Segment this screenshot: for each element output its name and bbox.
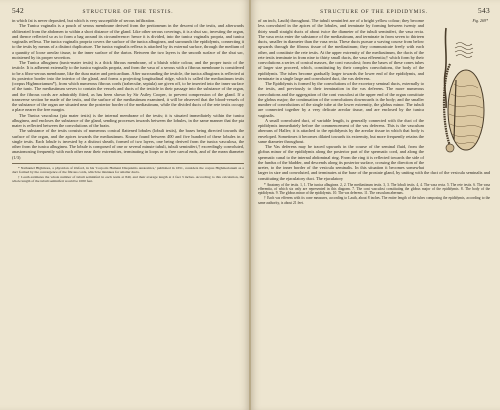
figure-label: Fig. 269* <box>472 18 488 23</box>
caption: † Each vas efferens with its cone measures, according to Lauth, about 8 inches. The entire length of the tubes composing the epididymis, according to the same authority, is about 21 feet. <box>258 196 490 205</box>
testis-body <box>448 70 484 150</box>
running-title: STRUCTURE OF THE TESTIS. <box>82 9 174 15</box>
paragraph: The Tunica albuginea (tunic-mater testis) is a thick fibrous membrane, of a bluish white colour, and the proper tunic of the testicle. It is adherent externally to the tunica vaginalis propria, and from the vasa of a serous with a fibrous membrane is considered to be a fibro-serous membrane, like the dura mater and pericardium. After surrounding the testicle, the tunica albuginea is reflected at its posterior border into the interior of the gland, and forms a projecting longitudinal ridge, which is called the mediastinum testis (corpus Highmorianum*), from which numerous fibrous cords (trabeculæ, septula) are given off, to be inserted into the inner surface of the tunic. The mediastinum serves to contain the vessels and ducts of the testicle in their passage into the substance of the organ, and the fibrous cords are admirably fitted, as has been shown by Sir Astley Cooper, to prevent compression of the gland. If a transverse section be made of the testis, and the surface of the mediastinum examined, it will be observed that the blood-vessels of the substance of the organ are situated near the posterior border of the mediastinum, while the divided ducts of the rete testis occupy a place nearer the free margin. <box>12 60 244 113</box>
figure-captions <box>258 183 490 205</box>
paragraph: The Vas deferens may be traced upwards in the course of the seminal fluid, from the globus minor of the epididymis along the posterior part of the spermatic cord, and along the spermatic canal to the internal abdominal ring. From the ring it is reflected towards the side of the fundus of the bladder, and descends along its posterior surface, crossing the direction of the ureter, to the inner border of the vesicula seminalis. In this situation it becomes somewhat larger in size and convoluted, and terminates at the base of the prostate gland, by uniting with the duct of the vesicula seminalis and constituting the ejaculatory duct. The ejaculatory <box>258 144 490 181</box>
testis-illustration <box>428 24 490 168</box>
globus-minor <box>446 144 454 152</box>
page-number: 543 <box>477 6 490 15</box>
running-title: STRUCTURE OF THE EPIDIDYMIS. <box>320 9 428 15</box>
paragraph: The Tunica vaginalis is a pouch of serous membrane derived from the peritoneum in the descent of the testis, and afterwards obliterated from the abdomen to within a short distance of the gland. Like other serous coverings, it is a shut sac, investing the organ, and thence reflected so as to form a bag around its circumference: hence it is divided, into the tunica vaginalis propria, and tunica vaginalis reflexa. The tunica vaginalis propria covers the surface of the tunica albuginea, and surrounds the epididymis, connecting it to the testis by means of a distinct duplicature. The tunica vaginalis reflexa is attached by its external surface, through the medium of a quantity of loose areolar tissue, to the inner surface of the dartos. Between the two layers is the smooth surface of the shut sac, moistened by its proper secretion. <box>12 23 244 60</box>
footnote: † Lauth estimates the whole number of tubuli seminiferi in each testis at 840, and their average length at 2 feet 3 inches. According to this calculation, the whole length of the tubuli seminiferi would be 1000 feet. <box>12 174 244 183</box>
footnotes <box>12 163 244 183</box>
paragraph: of an inch, Lauth) throughout. The tubuli seminiferi are of a bright yellow colour; they become less convoluted in the apices of the lobules, and terminate by forming between twenty and thirty small straight ducts of about twice the diameter of the tubuli seminiferi, the vasa recta. The vasa recta enter the substance of the mediastinum, and terminate in from seven to thirteen ducts, smaller in diameter than the vasa recta. These ducts pursue a waving course from below upwards through the fibrous tissue of the mediastinum; they communicate freely with each other, and constitute the rete testis. At the upper extremity of the mediastinum, the ducts of the rete testis terminate in from nine to thirty small ducts, the vasa efferentia;† which form by their convolutions a series of conical masses, the coni vasculosi; from the bases of these cones tubes of larger size proceed, which, constituting by their complex convolutions, the body of the epididymis. The tubes become gradually larger towards the lower end of the epididymis, and terminate in a single large and convoluted duct, the vas deferens. <box>258 18 424 81</box>
footnote: * Nathaniel Highmore, a physician of Oxford, in his 'Corporis Humani Disquisitio Anatomica,' published in 1651, considers the corpus Highmorianum as a duct formed by the convergence of the fibrous cords, which he mistakes for smaller ducts. <box>12 165 244 174</box>
right-page-body <box>258 18 490 181</box>
paragraph: in which fat is never deposited, but which is very susceptible of serous infiltration. <box>12 18 156 23</box>
right-page <box>250 0 500 410</box>
testis-figure <box>428 18 490 168</box>
left-page-header <box>12 6 244 15</box>
globus-major <box>455 43 473 58</box>
book-gutter <box>249 0 251 410</box>
paragraph: The substance of the testis consists of numerous conical flattened lobules (lobuli testis), the bases being directed towards the surface of the organ, and the apices towards the mediastinum. Krause found between 400 and five hundred of these lobules in a single testis. Each lobule is invested by a distinct sheath, formed of two layers, one being derived from the tunica vasculosa, the other from the tunica albuginea. The lobule is composed of one or several minute tubuli, tubuli seminiferi,† exceedingly convoluted, anastomosing frequently with each other near their extremities, terminating in loops or in free caecal ends, and of the mean diameter (1/3) <box>12 128 244 160</box>
right-page-header <box>258 6 490 15</box>
left-page-body <box>12 18 244 160</box>
paragraph: A small convoluted duct, of variable length, is generally connected with the duct of the epididymis immediately before the commencement of the vas deferens. This is the vasculum aberrans of Haller; it is attached to the epididymis by the areolar tissue in which that body is enveloped. Sometimes it becomes dilated towards its extremity, but more frequently retains the same diameter throughout. <box>258 117 424 144</box>
page-number: 542 <box>12 6 24 15</box>
caption: * Anatomy of the testis. 1, 1. The tunica albuginea. 2, 2. The mediastinum testis. 3, 3. The lobuli testis. 4, 4. The vasa recta. 5. The rete testis. 6. The vasa efferentia, of which six only are represented in this diagram. 7. The coni vasculosi constituting the globus major of the epididymis. 8. The body of the epididymis. 9. The globus minor of the epididymis. 10. The vas deferens. 11. The vasculum aberrans. <box>258 182 490 196</box>
paragraph: The Epididymis is formed by the convolutions of the excretory seminal ducts, externally to the testis, and previously to their termination in the vas deferens. The more numerous convolutions and the aggregation of the coni vasculosi at the upper end of the organ constitute the globus major; the continuation of the convolutions downwards is the body; and the smaller number of convolutions of the single tube at the lower extremity, the globus minor. The tubuli are connected together by a very delicate areolar tissue, and are enclosed by the tunica vaginalis. <box>258 81 424 118</box>
paragraph: The Tunica vasculosa (pia mater testis) is the internal membrane of the testis; it is situated immediately within the tunica albuginea, and encloses the substance of the gland, sending processes inwards between the lobules, in the same manner that the pia mater is reflected between the convolutions of the brain. <box>12 112 244 128</box>
